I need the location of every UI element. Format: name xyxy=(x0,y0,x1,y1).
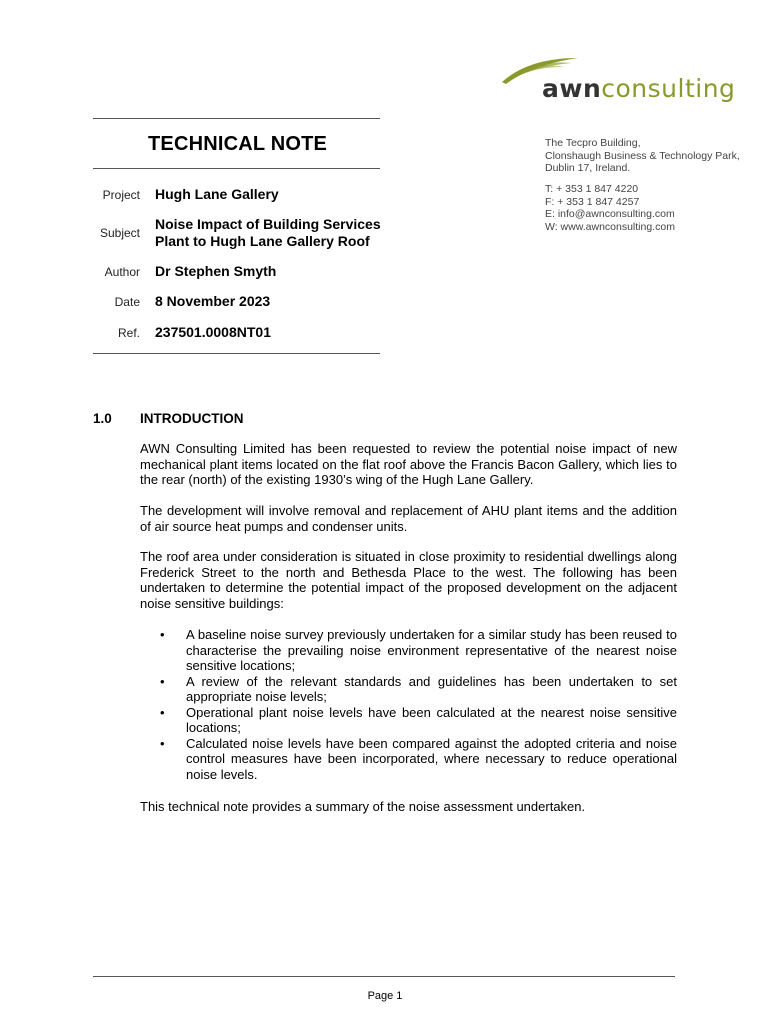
header-rule-title xyxy=(93,168,380,169)
header-rule-top xyxy=(93,118,380,119)
list-item-text: Calculated noise levels have been compared against the adopted criteria and noise control measures have been incorporated, where necessary to reduce operational noise levels. xyxy=(186,735,677,782)
intro-paragraph-1: AWN Consulting Limited has been requested to review the potential noise impact of new mechanical plant items located on the flat roof above the Francis Bacon Gallery, which lies to the rear (north) of the existing 1930’s wing of the Hugh Lane Gallery. xyxy=(140,441,677,487)
section-number: 1.0 xyxy=(93,411,112,426)
contact-fax: F: + 353 1 847 4257 xyxy=(545,195,640,208)
address-line-1: The Tecpro Building, xyxy=(545,137,641,149)
subject-line-1: Noise Impact of Building Services xyxy=(155,216,381,232)
bullet-icon: • xyxy=(160,627,165,642)
project-label: Project xyxy=(102,188,140,202)
intro-paragraph-3: The roof area under consideration is situated in close proximity to residential dwellings along Frederick Street to the north and Bethesda Place to the west. The following has been undertaken to determine the potential impact of the proposed development on the adjacent noise sensitive buildings: xyxy=(140,549,677,611)
list-item-text: A review of the relevant standards and guidelines has been undertaken to set appropriate noise levels; xyxy=(186,673,677,704)
ref-label: Ref. xyxy=(117,326,140,340)
page-number: Page 1 xyxy=(367,990,403,1002)
contact-telephone: T: + 353 1 847 4220 xyxy=(545,183,639,195)
date-label: Date xyxy=(114,295,140,309)
subject-line-2: Plant to Hugh Lane Gallery Roof xyxy=(155,233,370,249)
intro-paragraph-4: This technical note provides a summary of the noise assessment undertaken. xyxy=(140,799,586,814)
intro-bullet-list xyxy=(140,627,677,782)
company-logo xyxy=(500,52,736,112)
address-line-2: Clonshaugh Business & Technology Park, xyxy=(545,149,740,162)
list-item xyxy=(140,705,677,736)
list-item-text: Operational plant noise levels have been calculated at the nearest noise sensitive locations; xyxy=(186,704,677,735)
header-rule-bottom xyxy=(93,353,380,354)
date-value: 8 November 2023 xyxy=(155,293,271,309)
company-address xyxy=(545,137,740,175)
document-title: TECHNICAL NOTE xyxy=(148,133,328,155)
address-line-3: Dublin 17, Ireland. xyxy=(545,162,631,174)
list-item xyxy=(140,627,677,674)
logo-wordmark xyxy=(542,74,735,103)
company-contacts xyxy=(545,183,675,233)
subject-label: Subject xyxy=(99,226,140,240)
bullet-icon: • xyxy=(160,704,165,720)
list-item xyxy=(140,736,677,783)
bullet-icon: • xyxy=(160,673,165,689)
author-value: Dr Stephen Smyth xyxy=(155,263,277,279)
logo-brand-bold: awn xyxy=(542,74,602,103)
bullet-icon: • xyxy=(160,735,165,751)
list-item-text: A baseline noise survey previously undertaken for a similar study has been reused to characterise the prevailing noise environment representative of the nearest noise sensitive locations; xyxy=(186,627,677,673)
contact-website[interactable]: W: www.awnconsulting.com xyxy=(545,220,675,233)
list-item xyxy=(140,674,677,705)
intro-paragraph-2: The development will involve removal and replacement of AHU plant items and the addition of air source heat pumps and condenser units. xyxy=(140,503,677,534)
subject-value xyxy=(155,216,381,250)
ref-value: 237501.0008NT01 xyxy=(155,324,271,340)
section-heading: INTRODUCTION xyxy=(140,411,244,426)
logo-brand-light: consulting xyxy=(601,74,736,103)
author-label: Author xyxy=(104,265,140,279)
footer-rule xyxy=(93,976,675,977)
contact-email[interactable]: E: info@awnconsulting.com xyxy=(545,208,675,220)
project-value: Hugh Lane Gallery xyxy=(155,186,279,202)
